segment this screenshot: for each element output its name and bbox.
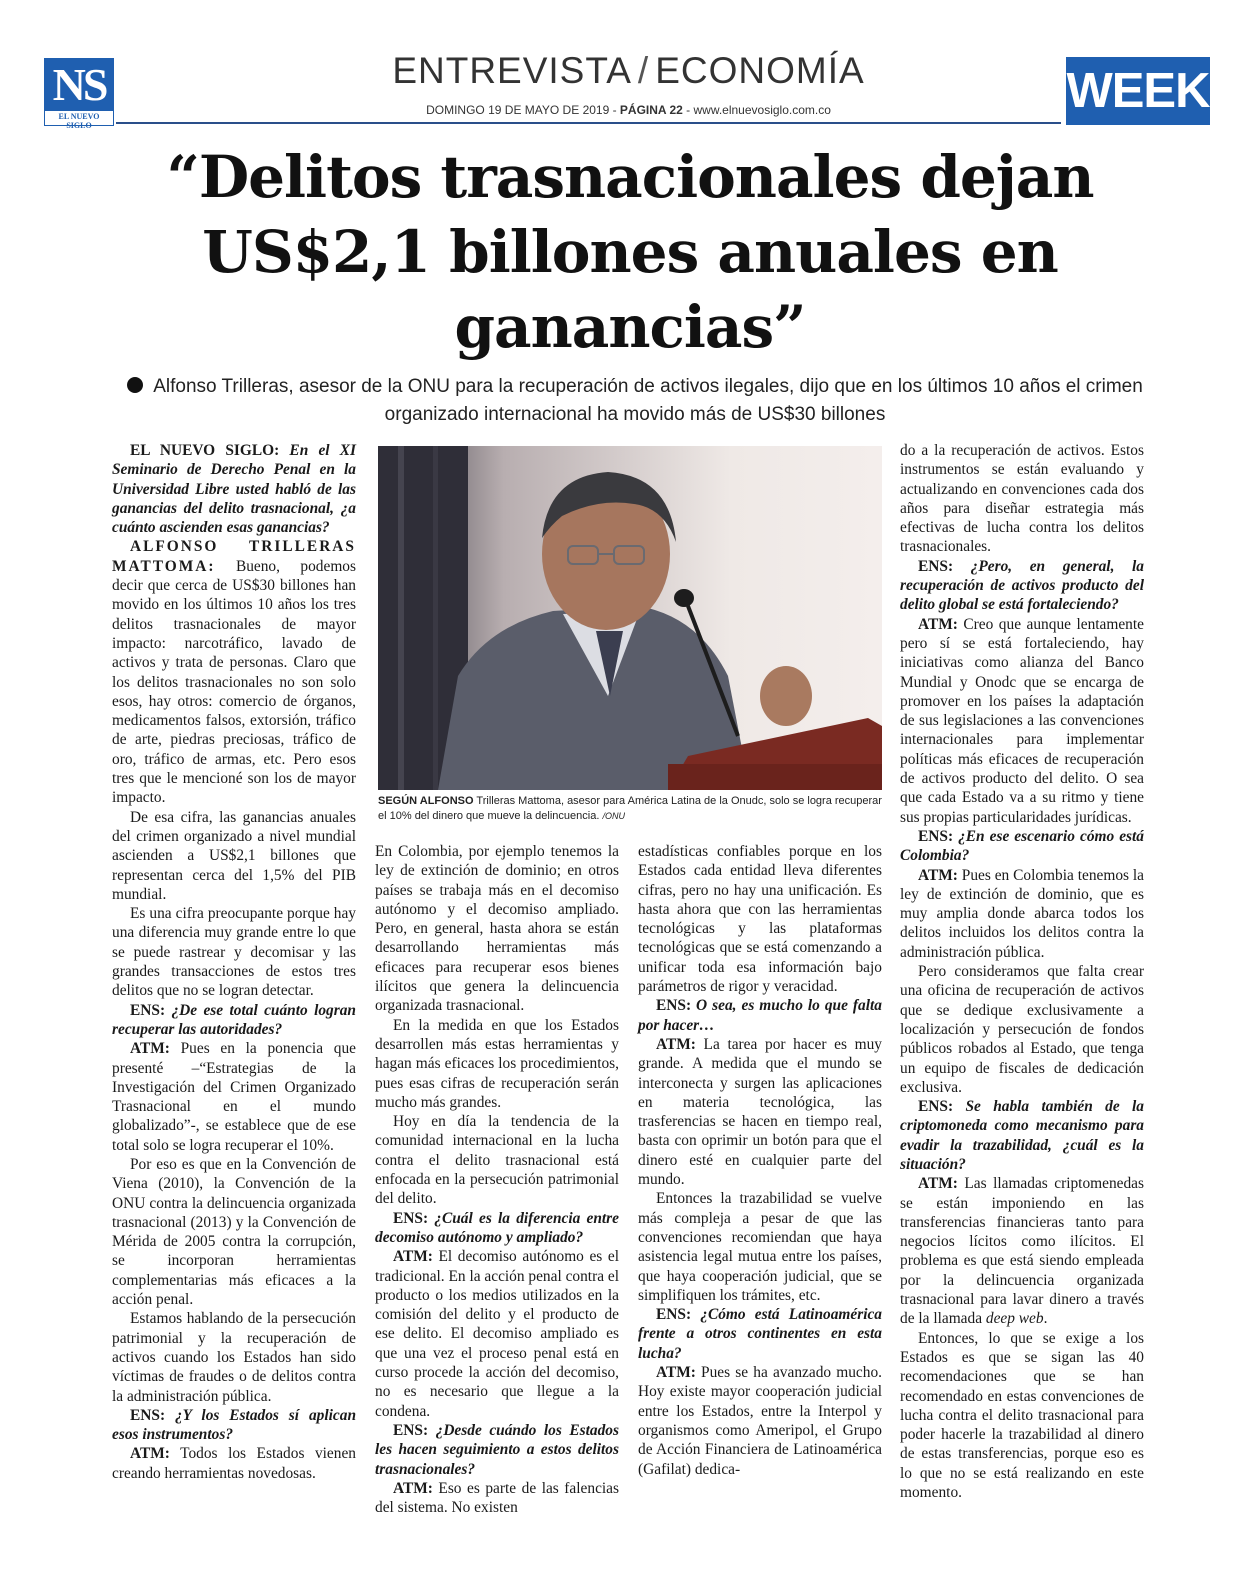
speaker-label: ATM:: [918, 866, 958, 884]
paragraph: do a la recuperación de activos. Estos instrumentos se están evaluando y actualizando en convenciones cada dos años para diseñar estrategia más efectivas de lucha contra los delitos trasnacionales.: [900, 442, 1144, 556]
speaker-label: ATM:: [656, 1035, 696, 1053]
paragraph: [375, 1209, 619, 1248]
paragraph: [112, 1001, 356, 1040]
masthead: [0, 0, 1257, 130]
speaker-label: EL NUEVO SIGLO:: [130, 442, 280, 459]
column-2: [375, 842, 619, 1517]
column-1: [112, 441, 356, 1483]
speaker-label: ATM:: [656, 1364, 696, 1382]
paragraph: [900, 1174, 1144, 1328]
answer-text: Pues en la ponencia que presenté –“Estrategias de la Investigación del Crimen Organizado Trasnacional en el mundo globalizado”-, se establece que de ese total solo se logra recuperar el 10%.: [112, 1040, 356, 1154]
paragraph: [638, 1035, 882, 1189]
paragraph: Hoy en día la tendencia de la comunidad internacional en la lucha contra el delito trasnacional está enfocada en la persecución patrimonial del delito.: [375, 1113, 619, 1208]
answer-text: Bueno, podemos decir que cerca de US$30 billones han movido en los últimos 10 años los tres delitos trasnacionales de mayor impacto: narcotráfico, lavado de activos y trata de personas. Claro que los delitos trasnacionales no son solo esos, hay otros: comercio de órganos, medicamentos falsos, extorsión, tráfico de arte, piedras preciosas, tráfico de oro, tráfico de armas, etc. Pero esos tres que le mencioné son los de mayor impacto.: [112, 557, 356, 807]
page-label: PÁGINA 22: [619, 103, 683, 117]
caption-text: Trilleras Mattoma, asesor para América Latina de la Onudc, solo se logra recuperar el 10% del dinero que mueve la delincuencia.: [378, 795, 882, 822]
speaker-label: ENS:: [918, 1098, 954, 1116]
section-separator: /: [637, 50, 650, 91]
paragraph: [112, 1039, 356, 1155]
speaker-label: ENS:: [130, 1406, 166, 1424]
paragraph: [638, 1363, 882, 1479]
paragraph: Por eso es que en la Convención de Viena (2010), la Convención de la ONU contra la delincuencia organizada trasnacional (2013) y la Convención de Mérida de 2005 contra la corrupción, se incorporan herramientas complementarias más eficaces a la acción penal.: [112, 1155, 356, 1309]
date-text: DOMINGO 19 DE MAYO DE 2019 -: [426, 103, 620, 117]
answer-text: Pues se ha avanzado mucho. Hoy existe mayor cooperación judicial entre los Estados, entre la Interpol y organismos como Ameripol, el Grupo de Acción Financiera de Latinoamérica (Gafilat) dedica-: [638, 1364, 882, 1478]
paragraph: [638, 1305, 882, 1363]
speaker-label: ENS:: [393, 1209, 429, 1227]
speaker-label: ATM:: [130, 1040, 170, 1058]
paragraph: [900, 1097, 1144, 1174]
answer-text: Eso es parte de las falencias del sistema. No existen: [375, 1479, 619, 1517]
answer-text: El decomiso autónomo es el tradicional. En la acción penal contra el producto o los medios utilizados en la comisión del delito y el producto de ese delito. El decomiso ampliado es que una vez el proceso penal está en curso procede la acción del decomiso, no es necesario que llegue a la condena.: [375, 1248, 619, 1420]
answer-text: Creo que aunque lentamente pero sí se está fortaleciendo, hay iniciativas como alianza del Banco Mundial y Onodc que se encarga de promover en los países la adaptación de sus legislaciones a las convenciones internacionales para implementar políticas más eficaces de recuperación de activos producto del delito. O sea que cada Estado va a su ritmo y tiene sus propias particularidades jurídicas.: [900, 615, 1144, 826]
paragraph: De esa cifra, las ganancias anuales del crimen organizado a nivel mundial ascienden a US$2,1 billones que representan cerca del 1,5% del PIB mundial.: [112, 808, 356, 903]
answer-text: Pues en Colombia tenemos la ley de extinción de dominio, que es muy amplia donde abarca todos los delitos incluidos los delitos contra la administración pública.: [900, 866, 1144, 961]
column-4: [900, 441, 1144, 1502]
answer-text: La tarea por hacer es muy grande. A medida que el mundo se interconecta y surgen las aplicaciones en materia tecnológica, las trasferencias se hacen en tiempo real, basta con oprimir un botón para que el dinero esté en cualquier parte del mundo.: [638, 1035, 882, 1189]
answer-text: Todos los Estados vienen creando herramientas novedosas.: [112, 1445, 356, 1482]
question-text: O sea, es mucho lo que falta por hacer…: [638, 997, 882, 1034]
speaker-photo-illustration: [378, 446, 882, 790]
question-text: ¿En ese escenario cómo está Colombia?: [900, 827, 1144, 865]
subhead: [100, 373, 1170, 429]
speaker-label: ATM:: [393, 1479, 433, 1497]
speaker-label: ENS:: [918, 827, 954, 845]
speaker-label: ENS:: [130, 1001, 166, 1019]
week-logo: WEEK: [1066, 57, 1210, 125]
paragraph: Entonces la trazabilidad se vuelve más compleja a pesar de que las convenciones recomiendan que haya asistencia legal mutua entre los países, que haya cooperación judicial, que se simplifiquen los trámites, etc.: [638, 1190, 882, 1304]
logo-letters: NS: [45, 59, 113, 111]
paragraph: [112, 537, 356, 807]
speaker-label: ENS:: [656, 997, 692, 1015]
bullet-icon: [127, 377, 143, 393]
answer-text-end: .: [1043, 1310, 1048, 1328]
logo-subtitle: EL NUEVO SIGLO: [58, 112, 100, 130]
paragraph: [112, 1406, 356, 1445]
paragraph: [900, 615, 1144, 827]
question-text: ¿Pero, en general, la recuperación de activos producto del delito global se está fortaleciendo?: [900, 557, 1144, 614]
article-photo: [378, 446, 882, 790]
site-text: - www.elnuevosiglo.com.co: [682, 103, 831, 117]
paragraph: [375, 1479, 619, 1518]
caption-lead: SEGÚN ALFONSO: [378, 795, 474, 807]
header-rule: [116, 122, 1061, 124]
paragraph: [638, 996, 882, 1035]
question-text: Se habla también de la criptomoneda como mecanismo para evadir la trazabilidad, ¿cuál es la situación?: [900, 1098, 1144, 1173]
question-text: ¿De ese total cuánto logran recuperar las autoridades?: [112, 1001, 356, 1038]
headline: “Delitos trasnacionales dejan US$2,1 billones anuales en ganancias”: [166, 143, 1094, 361]
question-text: En el XI Seminario de Derecho Penal en la Universidad Libre usted habló de las ganancias del delito trasnacional, ¿a cuánto ascienden esas ganancias?: [112, 442, 357, 537]
paragraph: [112, 441, 356, 537]
paragraph: estadísticas confiables porque en los Estados cada entidad lleva diferentes cifras, pero no hay una unificación. Es hasta ahora que con las herramientas tecnológicas y las plataformas tecnológicas que se está comenzando a unificar toda esa información bajo parámetros de rigor y veracidad.: [638, 843, 882, 996]
speaker-label: ATM:: [130, 1445, 170, 1463]
question-text: ¿Cómo está Latinoamérica frente a otros continentes en esta lucha?: [638, 1306, 882, 1362]
paragraph: [900, 827, 1144, 866]
paragraph: [900, 866, 1144, 962]
paragraph: [900, 557, 1144, 615]
paragraph: Estamos hablando de la persecución patrimonial y la recuperación de activos cuando los Estados han sido víctimas de fraudes o de delitos contra la administración pública.: [112, 1310, 356, 1405]
paragraph: En la medida en que los Estados desarrollen más estas herramientas y hagan más eficaces los procedimientos, pues esas cifras de recuperación serán mucho más grandes.: [375, 1016, 619, 1111]
paragraph: [375, 1247, 619, 1421]
paragraph: Es una cifra preocupante porque hay una diferencia muy grande entre lo que se puede rastrear y decomisar y las grandes transacciones de estos tres delitos que no se logran detectar.: [112, 905, 356, 1000]
speaker-label: ATM:: [918, 1175, 958, 1193]
question-text: ¿Y los Estados sí aplican esos instrumentos?: [112, 1406, 356, 1444]
paragraph: Entonces, lo que se exige a los Estados es que se sigan las 40 recomendaciones que se han recomendado en estas convenciones de lucha contra el delito trasnacional para poder hacerle la trazabilidad al dinero de estas transferencias, porque eso es lo que no se está realizando en este momento.: [900, 1329, 1144, 1502]
speaker-label: ATM:: [393, 1248, 433, 1266]
subsection-name: ECONOMÍA: [655, 50, 865, 91]
photo-caption: [378, 794, 882, 824]
paragraph: En Colombia, por ejemplo tenemos la ley de extinción de dominio; en otros países se trabaja más en el decomiso autónomo y el decomiso ampliado. Pero, en general, hasta ahora se están desarrollando herramientas más eficaces para recuperar esos bienes ilícitos que genera la delincuencia organizada trasnacional.: [375, 843, 619, 1015]
section-name: ENTREVISTA: [392, 50, 632, 91]
column-3: [638, 842, 882, 1479]
speaker-label: ALFONSO TRILLERAS MATTOMA:: [112, 538, 356, 575]
speaker-label: ENS:: [393, 1421, 429, 1439]
question-text: ¿Cuál es la diferencia entre decomiso autónomo y ampliado?: [375, 1209, 619, 1246]
emphasis-text: deep web: [985, 1310, 1044, 1328]
speaker-label: ENS:: [918, 557, 954, 575]
paragraph: [375, 1421, 619, 1479]
paragraph: Pero consideramos que falta crear una oficina de recuperación de activos que se dedique exclusivamente a localización y persecución de fondos públicos robados al Estado, que tenga un equipo de fiscales de dedicación exclusiva.: [900, 963, 1144, 1096]
subhead-text: Alfonso Trilleras, asesor de la ONU para la recuperación de activos ilegales, dijo que en los últimos 10 años el crimen organizado internacional ha movido más de US$30 billones: [153, 376, 1143, 425]
answer-text: Las llamadas criptomenedas se están imponiendo en las transferencias financieras tanto para negocios lícitos como ilícitos. El problema es que está siendo empleada por la delincuencia organizada trasnacional para lavar dinero a través de la llamada: [900, 1175, 1144, 1328]
speaker-label: ATM:: [918, 615, 958, 633]
photo-credit: /ONU: [602, 811, 625, 821]
speaker-label: ENS:: [656, 1306, 692, 1324]
paragraph: [112, 1444, 356, 1483]
question-text: ¿Desde cuándo los Estados les hacen seguimiento a estos delitos trasnacionales?: [375, 1421, 619, 1478]
